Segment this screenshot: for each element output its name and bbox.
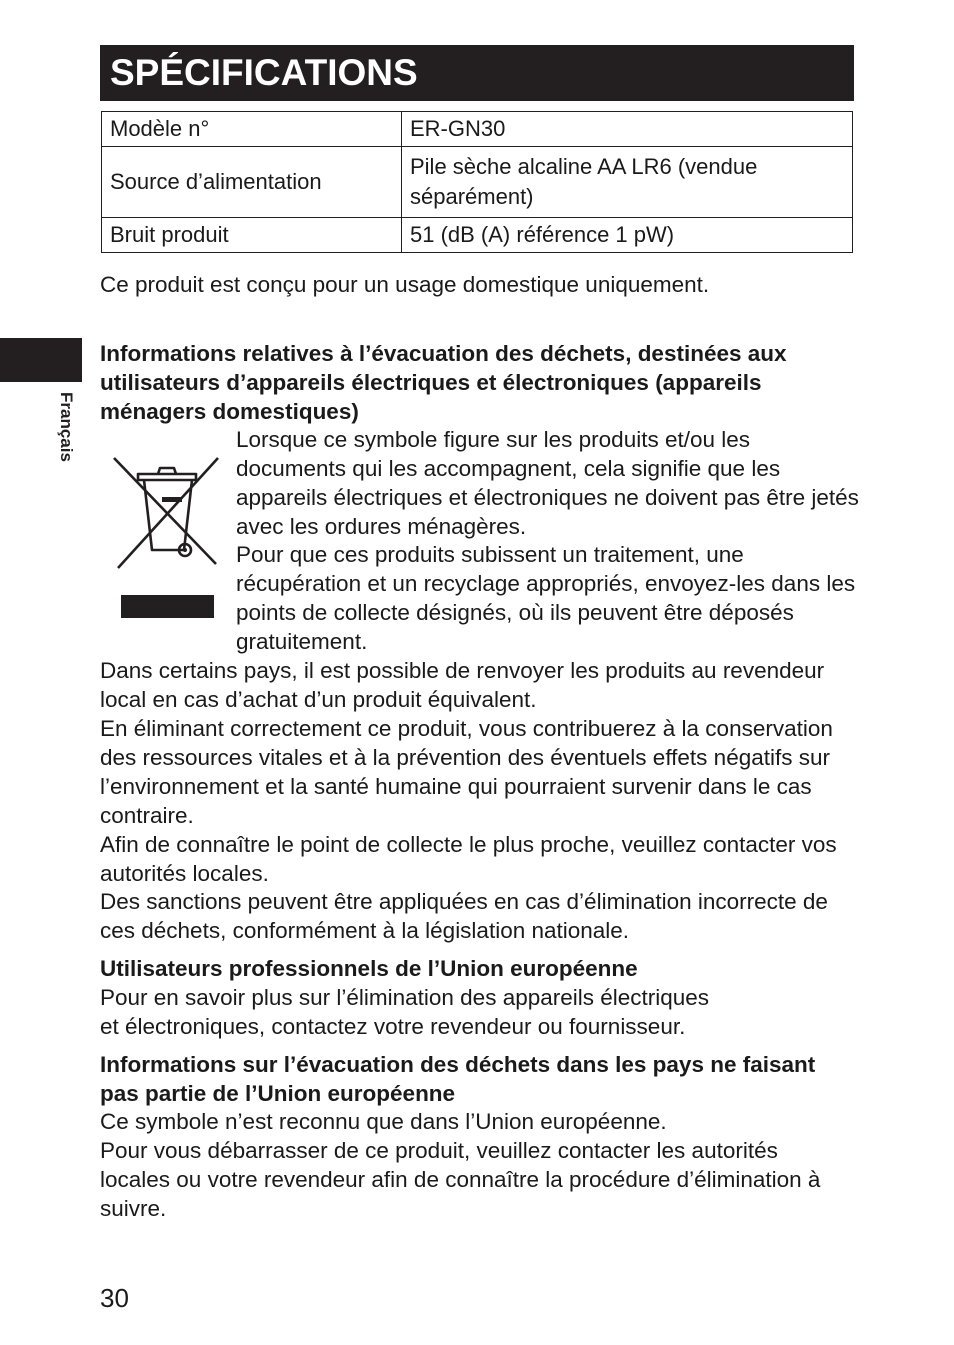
language-tab-label: Français <box>57 392 76 462</box>
table-row <box>102 112 853 147</box>
treatment-text: Pour que ces produits subissent un traitement, une récupération et un recyclage appropriés, envoyez-les dans les points de collecte désignés, où ils peuvent être déposés gratuitement. <box>236 542 856 654</box>
conservation-text: En éliminant correctement ce produit, vous contribuerez à la conservation des ressources vitales et à la prévention des éventuels effets négatifs sur l’environnement et la santé humaine qui pourraient survenir dans le cas contraire. <box>100 716 833 828</box>
spec-label: Modèle n° <box>102 112 402 147</box>
professional-line-2: et électroniques, contactez votre revendeur ou fournisseur. <box>100 1014 686 1039</box>
table-row <box>102 147 853 218</box>
table-row <box>102 218 853 253</box>
spec-label: Bruit produit <box>102 218 402 253</box>
spec-value: ER-GN30 <box>402 112 853 147</box>
domestic-use-note: Ce produit est conçu pour un usage domestique uniquement. <box>100 272 710 297</box>
spec-label: Source d’alimentation <box>102 147 402 218</box>
professional-line-1: Pour en savoir plus sur l’élimination des appareils électriques <box>100 985 710 1010</box>
non-eu-disposal-text: Pour vous débarrasser de ce produit, veuillez contacter les autorités locales ou votre revendeur afin de connaître la procédure d’élimination à suivre. <box>100 1138 821 1221</box>
return-to-dealer-text: Dans certains pays, il est possible de renvoyer les produits au revendeur local en cas d’achat d’un produit équivalent. <box>100 658 825 712</box>
specifications-table <box>101 111 853 253</box>
disposal-heading: Informations relatives à l’évacuation des déchets, destinées aux utilisateurs d’appareils électriques et électroniques (appareils ménagers domestiques) <box>100 341 787 424</box>
non-eu-symbol-text: Ce symbole n’est reconnu que dans l’Union européenne. <box>100 1109 667 1134</box>
non-eu-heading: Informations sur l’évacuation des déchets dans les pays ne faisant pas partie de l’Union européenne <box>100 1052 816 1106</box>
sanctions-text: Des sanctions peuvent être appliquées en cas d’élimination incorrecte de ces déchets, conformément à la législation nationale. <box>100 889 828 943</box>
symbol-meaning-text: Lorsque ce symbole figure sur les produits et/ou les documents qui les accompagnent, cela signifie que les appareils électriques et électroniques ne doivent pas être jetés avec les ordures ménagères. <box>236 427 859 539</box>
spec-value: Pile sèche alcaline AA LR6 (vendue séparément) <box>402 147 853 218</box>
spec-value: 51 (dB (A) référence 1 pW) <box>402 218 853 253</box>
collection-point-text: Afin de connaître le point de collecte le plus proche, veuillez contacter vos autorités locales. <box>100 832 837 886</box>
page-number: 30 <box>100 1283 129 1313</box>
page-title: SPÉCIFICATIONS <box>100 45 854 101</box>
language-tab <box>0 338 82 382</box>
crossed-out-wheelie-bin-icon <box>108 452 224 572</box>
disposal-symbol-bar <box>121 595 214 618</box>
professional-heading: Utilisateurs professionnels de l’Union européenne <box>100 956 638 981</box>
